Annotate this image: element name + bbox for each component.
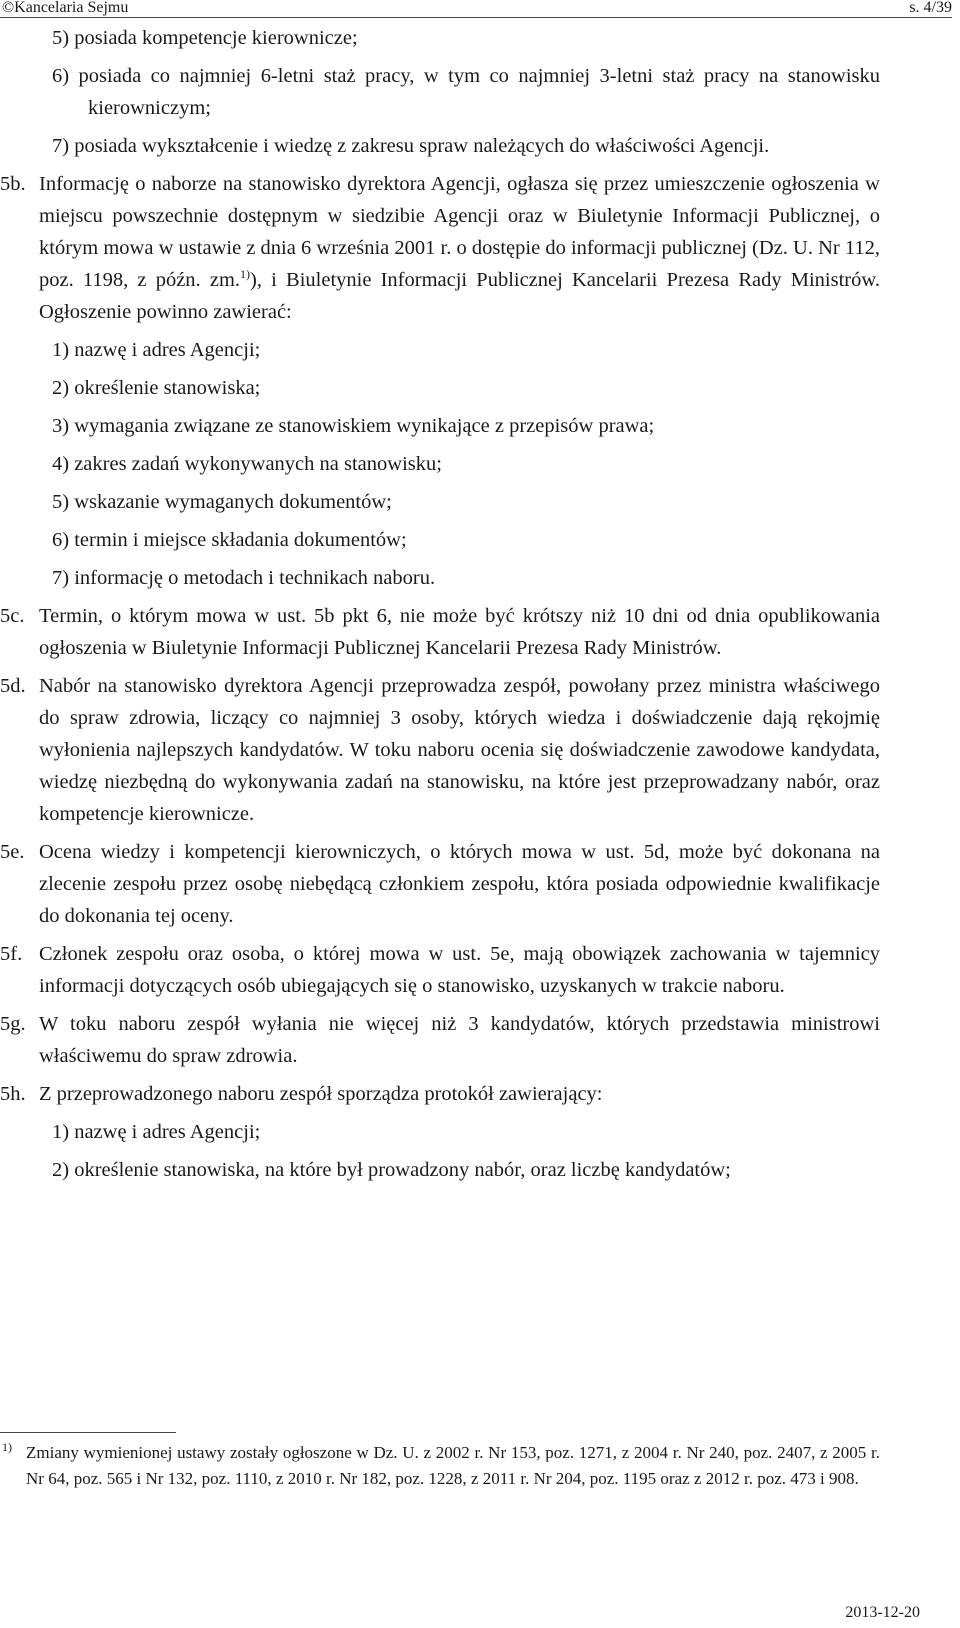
footnote: [0, 1440, 880, 1492]
paragraph-5b: [0, 168, 880, 328]
paragraph-5g: [0, 1008, 880, 1072]
paragraph-5e: [0, 836, 880, 932]
paragraph-text: Nabór na stanowisko dyrektora Agencji przeprowadza zespół, powołany przez ministra właściwego do spraw zdrowia, liczący co najmniej 3 osoby, których wiedza i doświadczenie dają rękojmię wyłonienia najlepszych kandydatów. W toku naboru ocenia się doświadczenie zawodowe kandydata, wiedzę niezbędną do wykonywania zadań na stanowisku, na które jest przeprowadzany nabór, oraz kompetencje kierownicze.: [39, 675, 880, 825]
paragraph-number: 5h.: [0, 1083, 26, 1105]
paragraph-text: Z przeprowadzonego naboru zespół sporządza protokół zawierający:: [39, 1083, 603, 1105]
footnote-number: 1): [2, 1440, 12, 1454]
list-item: 6) termin i miejsce składania dokumentów;: [52, 529, 407, 551]
list-item: 2) określenie stanowiska, na które był prowadzony nabór, oraz liczbę kandydatów;: [52, 1159, 731, 1181]
list-item: 5) wskazanie wymaganych dokumentów;: [52, 491, 392, 513]
list-item-7: 7) posiada wykształcenie i wiedzę z zakresu spraw należących do właściwości Agencji.: [52, 135, 770, 157]
footnote-text: Zmiany wymienionej ustawy zostały ogłoszone w Dz. U. z 2002 r. Nr 153, poz. 1271, z 2004 r. Nr 240, poz. 2407, z 2005 r. Nr 64, poz. 565 i Nr 132, poz. 1110, z 2010 r. Nr 182, poz. 1228, z 2011 r. Nr 204, poz. 1195 oraz z 2012 r. poz. 473 i 908.: [26, 1443, 880, 1488]
paragraph-text: W toku naboru zespół wyłania nie więcej niż 3 kandydatów, których przedstawia ministrowi właściwemu do spraw zdrowia.: [39, 1013, 880, 1067]
document-date: 2013-12-20: [845, 1604, 920, 1621]
paragraph-5f: [0, 938, 880, 1002]
list-item: 1) nazwę i adres Agencji;: [52, 339, 261, 361]
paragraph-text: Ocena wiedzy i kompetencji kierowniczych, o których mowa w ust. 5d, może być dokonana na zlecenie zespołu przez osobę niebędącą członkiem zespołu, która posiada odpowiednie kwalifikacje do dokonania tej oceny.: [39, 841, 880, 927]
document-body: [0, 22, 880, 1192]
paragraph-5d: [0, 670, 880, 830]
list-item: 7) informację o metodach i technikach naboru.: [52, 567, 436, 589]
header-rule: [0, 17, 952, 18]
paragraph-text: Termin, o którym mowa w ust. 5b pkt 6, nie może być krótszy niż 10 dni od dnia opublikowania ogłoszenia w Biuletynie Informacji Publicznej Kancelarii Prezesa Rady Ministrów.: [39, 605, 880, 659]
list-item: 4) zakres zadań wykonywanych na stanowisku;: [52, 453, 442, 475]
paragraph-number: 5g.: [0, 1013, 26, 1035]
paragraph-text: Informację o naborze na stanowisko dyrektora Agencji, ogłasza się przez umieszczenie ogłoszenia w miejscu powszechnie dostępnym w siedzibie Agencji oraz w Biuletynie Informacji Publicznej, o którym mowa w ustawie z dnia 6 września 2001 r. o dostępie do informacji publicznej (Dz. U. Nr 112, poz. 1198, z późn. zm.: [39, 173, 880, 291]
page-header: [0, 0, 960, 18]
publisher-label: ©Kancelaria Sejmu: [2, 0, 129, 16]
paragraph-5h: [0, 1078, 880, 1110]
paragraph-number: 5d.: [0, 675, 26, 697]
footnote-ref[interactable]: 1): [240, 267, 251, 281]
list-item-5: 5) posiada kompetencje kierownicze;: [52, 27, 358, 49]
paragraph-number: 5c.: [0, 605, 25, 627]
list-item-6: 6) posiada co najmniej 6-letni staż pracy, w tym co najmniej 3-letni staż pracy na stanowisku kierowniczym;: [52, 65, 880, 119]
paragraph-number: 5b.: [0, 173, 26, 195]
paragraph-number: 5f.: [0, 943, 23, 965]
paragraph-5c: [0, 600, 880, 664]
footnote-rule: [0, 1432, 176, 1433]
list-item: 1) nazwę i adres Agencji;: [52, 1121, 261, 1143]
list-item: 2) określenie stanowiska;: [52, 377, 261, 399]
page-number: s. 4/39: [909, 0, 952, 16]
paragraph-number: 5e.: [0, 841, 25, 863]
paragraph-text-cont: ), i Biuletynie Informacji Publicznej Kancelarii Prezesa Rady Ministrów. Ogłoszenie powinno zawierać:: [39, 269, 880, 323]
list-item: 3) wymagania związane ze stanowiskiem wynikające z przepisów prawa;: [52, 415, 655, 437]
paragraph-text: Członek zespołu oraz osoba, o której mowa w ust. 5e, mają obowiązek zachowania w tajemnicy informacji dotyczących osób ubiegających się o stanowisko, uzyskanych w trakcie naboru.: [39, 943, 880, 997]
